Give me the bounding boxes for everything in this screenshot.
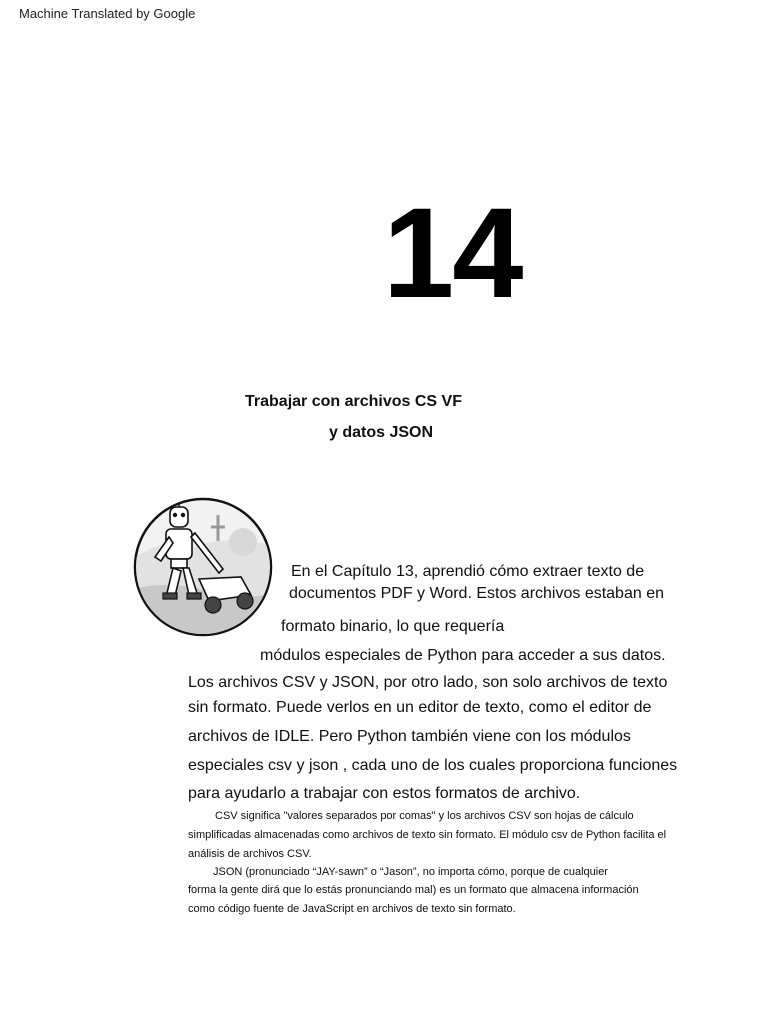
intro-line: formato binario, lo que requería — [281, 618, 505, 635]
json-paragraph-line: forma la gente dirá que lo estás pronunciando mal) es un formato que almacena información — [188, 884, 639, 896]
intro-line: para ayudarlo a trabajar con estos formatos de archivo. — [188, 785, 581, 802]
intro-line: documentos PDF y Word. Estos archivos estaban en — [289, 585, 664, 602]
chapter-number: 14 — [383, 182, 522, 325]
json-paragraph-line: JSON (pronunciado “JAY-sawn” o “Jason”, no importa cómo, porque de cualquier — [213, 866, 608, 878]
intro-line: especiales csv y json , cada uno de los cuales proporciona funciones — [188, 757, 678, 774]
intro-line: Los archivos CSV y JSON, por otro lado, son solo archivos de texto — [188, 674, 668, 691]
intro-line: sin formato. Puede verlos en un editor de texto, como el editor de — [188, 699, 652, 716]
intro-line: archivos de IDLE. Pero Python también viene con los módulos — [188, 728, 631, 745]
json-paragraph-line: como código fuente de JavaScript en archivos de texto sin formato. — [188, 903, 516, 915]
csv-paragraph-line: simplificadas almacenadas como archivos de texto sin formato. El módulo csv de Python facilita el — [188, 829, 667, 841]
robot-mowing-lawn-illustration — [133, 497, 273, 637]
intro-line: En el Capítulo 13, aprendió cómo extraer texto de — [291, 563, 645, 580]
chapter-title-line-1: Trabajar con archivos CS VF — [245, 393, 462, 410]
chapter-title-line-2: y datos JSON — [329, 424, 434, 441]
csv-paragraph-line: análisis de archivos CSV. — [188, 848, 312, 860]
intro-line: módulos especiales de Python para acceder a sus datos. — [260, 647, 666, 664]
csv-paragraph-line: CSV significa "valores separados por comas" y los archivos CSV son hojas de cálculo — [215, 810, 634, 822]
machine-translation-header: Machine Translated by Google — [19, 6, 196, 21]
